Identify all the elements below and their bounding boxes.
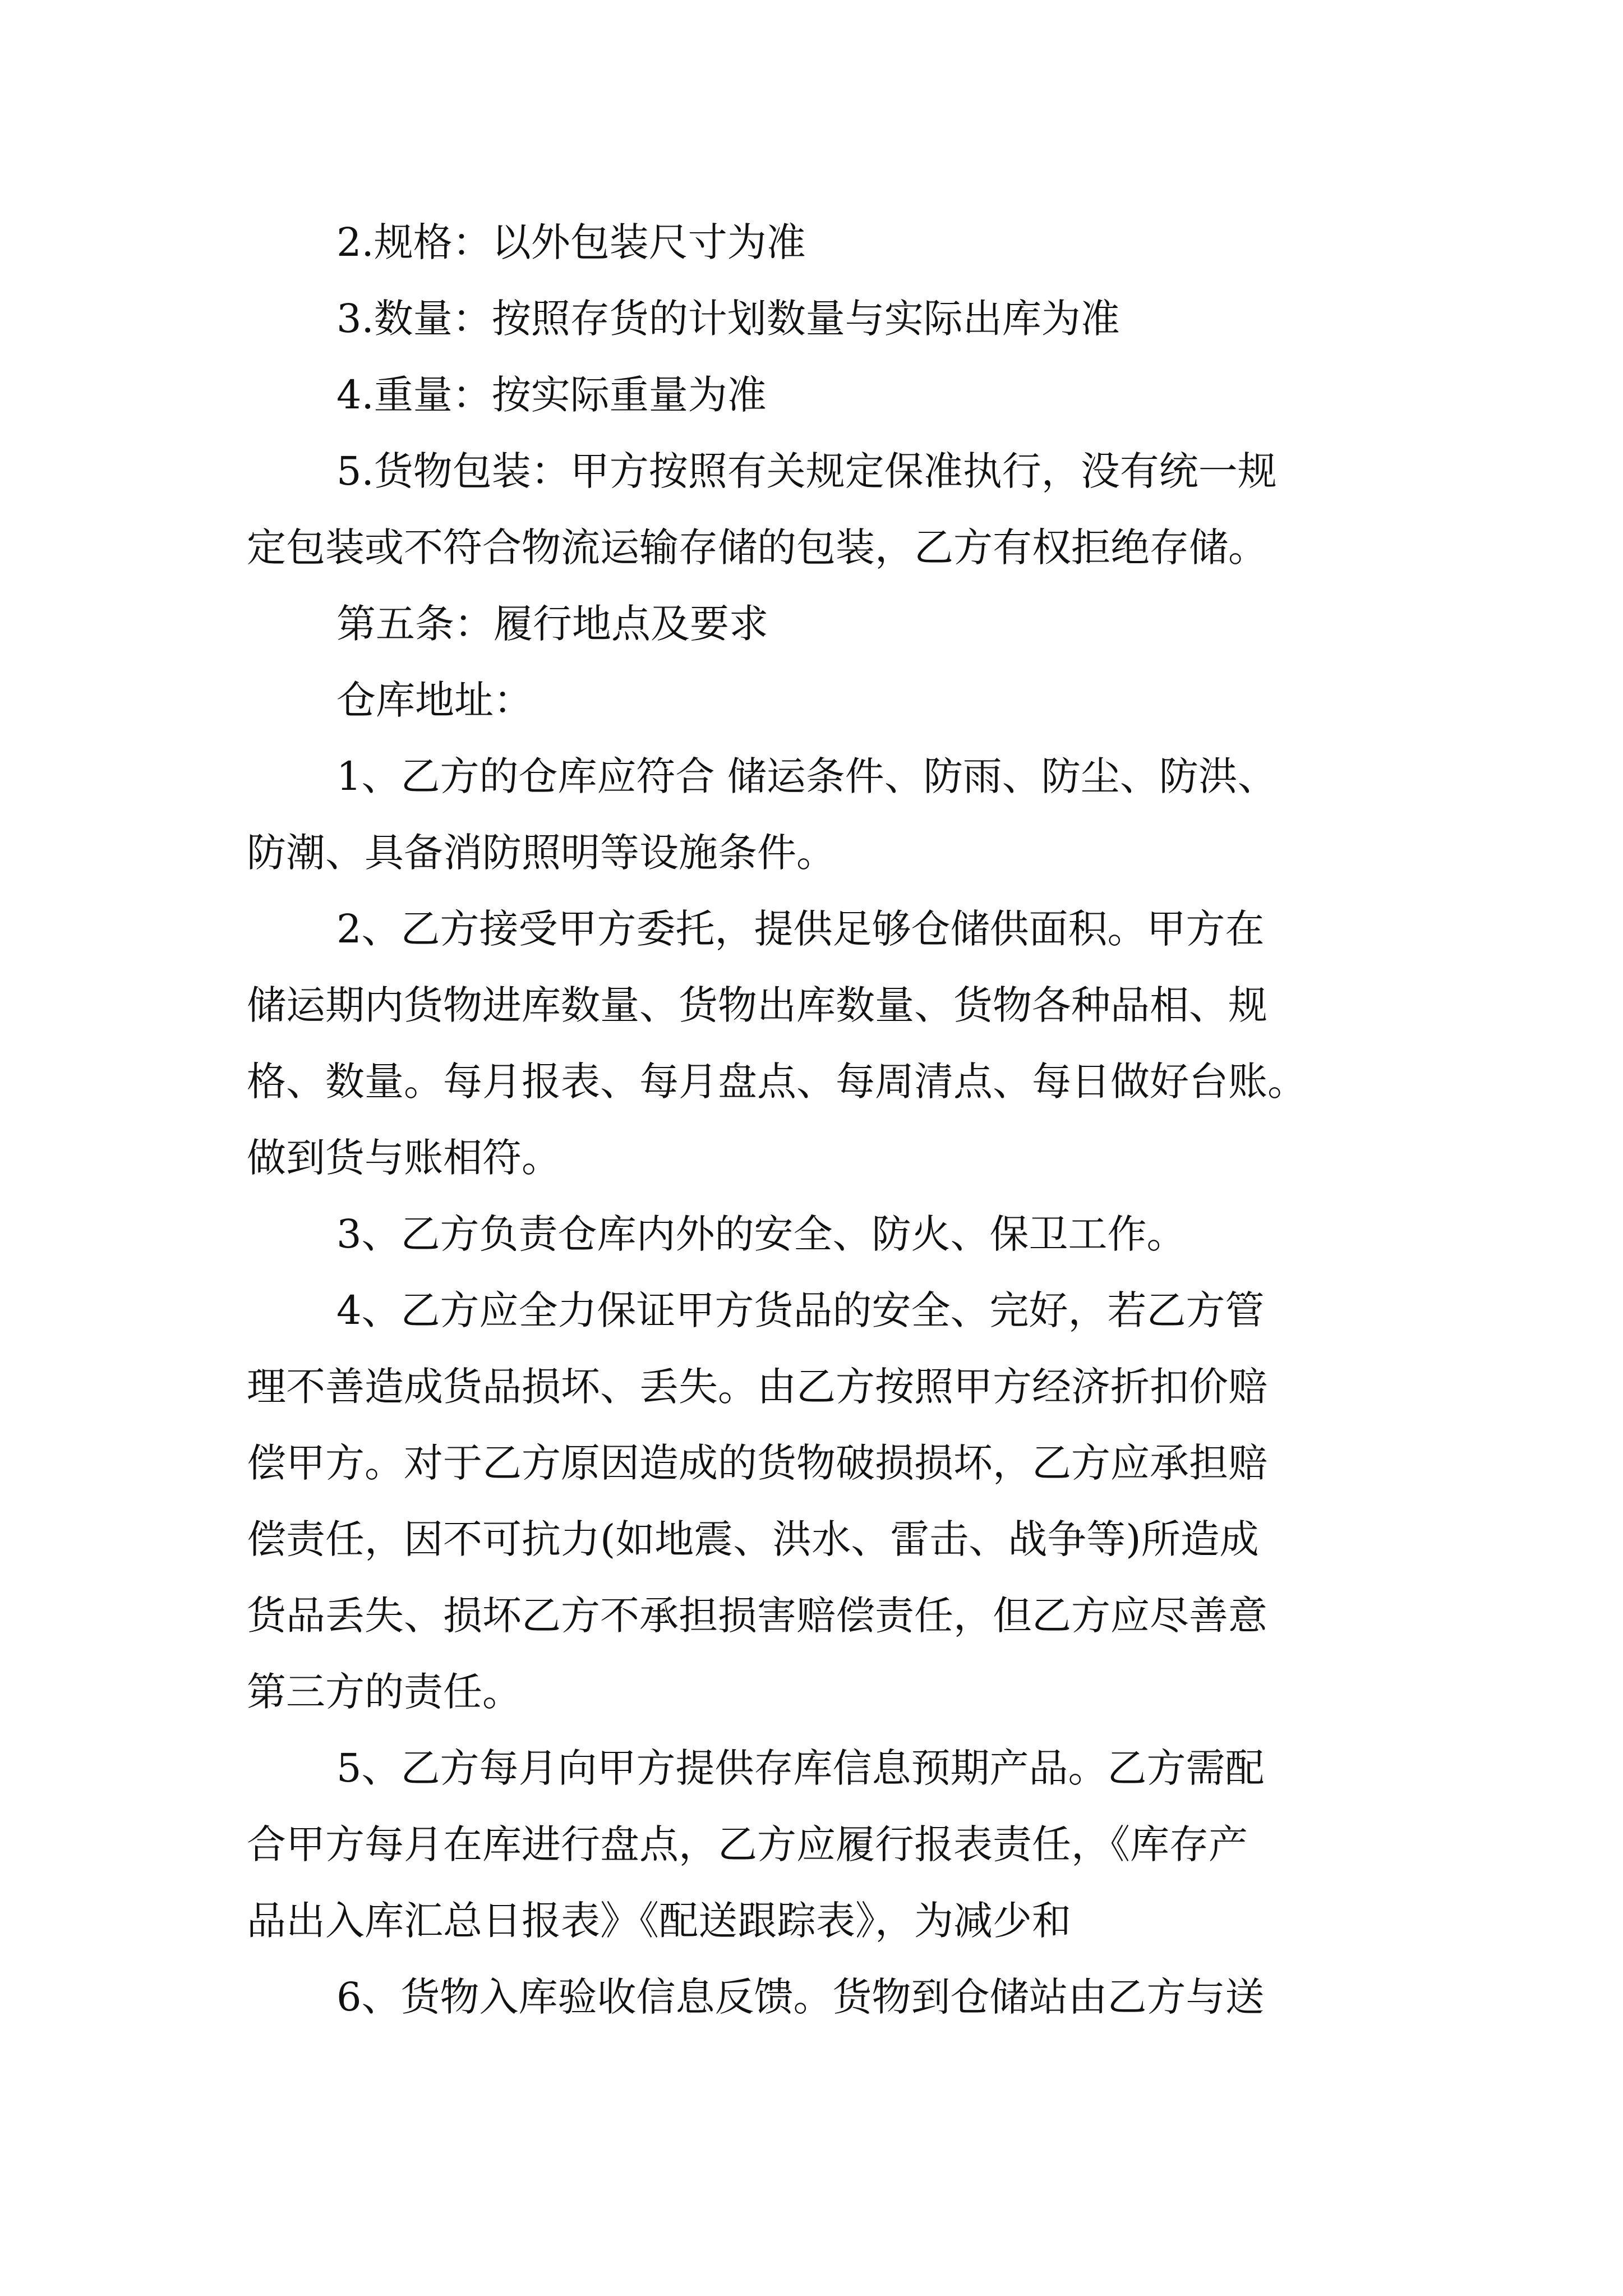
- text-line: 偿责任，因不可抗力(如地震、洪水、雷击、战争等)所造成: [247, 1516, 1259, 1562]
- text-line: 第五条：履行地点及要求: [336, 601, 768, 647]
- text-line: 定包装或不符合物流运输存储的包装，乙方有权拒绝存储。: [247, 524, 1267, 570]
- text-line: 做到货与账相符。: [247, 1135, 561, 1181]
- text-line: 偿甲方。对于乙方原因造成的货物破损损坏，乙方应承担赔: [247, 1440, 1267, 1486]
- text-line: 理不善造成货品损坏、丢失。由乙方按照甲方经济折扣价赔: [247, 1364, 1267, 1410]
- text-line: 仓库地址：: [336, 677, 533, 723]
- text-line: 3.数量：按照存货的计划数量与实际出库为准: [336, 296, 1120, 342]
- text-line: 5、乙方每月向甲方提供存库信息预期产品。乙方需配: [336, 1745, 1265, 1791]
- text-line: 4、乙方应全力保证甲方货品的安全、完好，若乙方管: [336, 1287, 1265, 1333]
- text-line: 合甲方每月在库进行盘点，乙方应履行报表责任，《库存产: [247, 1821, 1248, 1867]
- text-line: 格、数量。每月报表、每月盘点、每周清点、每日做好台账。: [247, 1059, 1307, 1105]
- text-line: 2.规格：以外包装尺寸为准: [336, 219, 806, 265]
- text-line: 储运期内货物进库数量、货物出库数量、货物各种品相、规: [247, 982, 1267, 1028]
- text-line: 防潮、具备消防照明等设施条件。: [247, 830, 836, 876]
- text-line: 4.重量：按实际重量为准: [336, 372, 767, 418]
- text-line: 第三方的责任。: [247, 1669, 522, 1715]
- text-line: 2、乙方接受甲方委托，提供足够仓储供面积。甲方在: [336, 906, 1265, 952]
- text-line: 品出入库汇总日报表》《配送跟踪表》，为减少和: [247, 1898, 1071, 1944]
- text-line: 1、乙方的仓库应符合 储运条件、防雨、防尘、防洪、: [336, 753, 1277, 799]
- text-line: 货品丢失、损坏乙方不承担损害赔偿责任，但乙方应尽善意: [247, 1593, 1267, 1639]
- text-line: 6、货物入库验收信息反馈。货物到仓储站由乙方与送: [336, 1974, 1265, 2020]
- text-line: 5.货物包装：甲方按照有关规定保准执行，没有统一规: [336, 448, 1277, 494]
- text-line: 3、乙方负责仓库内外的安全、防火、保卫工作。: [336, 1211, 1186, 1257]
